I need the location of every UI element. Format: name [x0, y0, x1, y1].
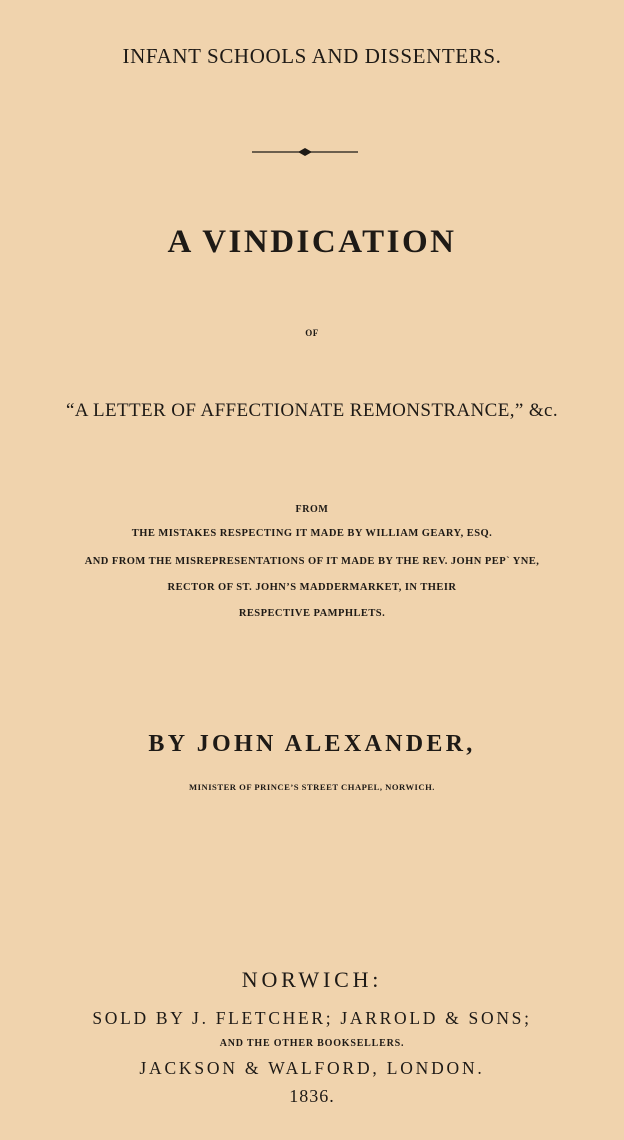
letter-title: “A LETTER OF AFFECTIONATE REMONSTRANCE,” &c.	[65, 400, 559, 421]
series-title: INFANT SCHOOLS AND DISSENTERS.	[122, 44, 502, 68]
main-title: A VINDICATION	[167, 224, 457, 260]
other-booksellers-line: AND THE OTHER BOOKSELLERS.	[219, 1038, 405, 1049]
of-word: OF	[305, 328, 319, 338]
misrepresentations-line: AND FROM THE MISREPRESENTATIONS OF IT MADE BY THE REV. JOHN PEP` YNE,	[84, 556, 540, 567]
imprint-place: NORWICH:	[241, 967, 383, 992]
mistakes-line: THE MISTAKES RESPECTING IT MADE BY WILLIAM GEARY, ESQ.	[131, 528, 493, 539]
publication-year: 1836.	[289, 1086, 335, 1106]
sold-by-line: SOLD BY J. FLETCHER; JARROLD & SONS;	[92, 1008, 532, 1028]
ornament-rule-icon	[252, 146, 358, 158]
author-name: BY JOHN ALEXANDER,	[148, 731, 476, 757]
publisher-line: JACKSON & WALFORD, LONDON.	[139, 1058, 485, 1078]
rector-line: RECTOR OF ST. JOHN’S MADDERMARKET, IN THEIR	[167, 582, 457, 593]
pamphlets-line: RESPECTIVE PAMPHLETS.	[238, 608, 386, 619]
from-word: FROM	[295, 504, 329, 515]
author-role: MINISTER OF PRINCE’S STREET CHAPEL, NORWICH.	[189, 782, 435, 792]
